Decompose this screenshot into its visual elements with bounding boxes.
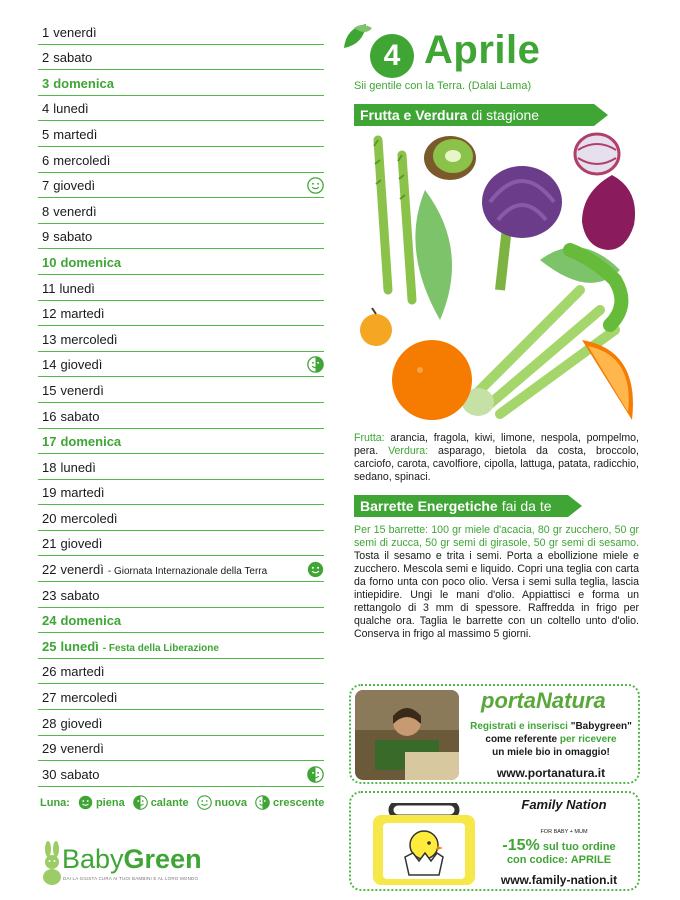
day-number: 21 bbox=[42, 536, 57, 552]
frutta-label: Frutta: bbox=[354, 432, 385, 444]
calendar-day-row bbox=[38, 70, 324, 96]
day-name: venerdì bbox=[60, 741, 104, 757]
day-name: mercoledì bbox=[53, 152, 111, 168]
day-number: 14 bbox=[42, 357, 57, 373]
calendar-day-row bbox=[38, 659, 324, 685]
day-number: 7 bbox=[42, 178, 50, 194]
calendar-day-row bbox=[38, 121, 324, 147]
calendar-day-row bbox=[38, 505, 324, 531]
calendar-day-row bbox=[38, 173, 324, 199]
calendar-day-row bbox=[38, 275, 324, 301]
day-number: 22 bbox=[42, 562, 57, 578]
day-number: 30 bbox=[42, 766, 57, 782]
portanatura-logo: portaNatura bbox=[481, 688, 606, 713]
day-number: 28 bbox=[42, 715, 57, 731]
calendar-day-row bbox=[38, 249, 324, 275]
day-number: 1 bbox=[42, 24, 50, 40]
calendar-day-row bbox=[38, 352, 324, 378]
day-number-badge: 4 bbox=[370, 34, 414, 78]
day-name: sabato bbox=[60, 408, 100, 424]
day-name: martedì bbox=[60, 485, 105, 501]
day-name: mercoledì bbox=[60, 690, 118, 706]
day-name: domenica bbox=[53, 75, 114, 91]
family-nation-ad[interactable] bbox=[349, 791, 640, 891]
legend-waning-label: calante bbox=[150, 796, 189, 809]
day-name: domenica bbox=[60, 254, 122, 270]
family-nation-logo: Family Nation bbox=[521, 797, 607, 812]
day-name: lunedì bbox=[53, 101, 89, 117]
day-name: lunedì bbox=[60, 459, 96, 475]
day-name: martedì bbox=[60, 306, 105, 322]
waning-moon-icon bbox=[133, 795, 148, 810]
day-name: venerdì bbox=[53, 24, 97, 40]
calendar-day-row bbox=[38, 454, 324, 480]
logo-wordmark bbox=[62, 844, 202, 875]
day-name: venerdì bbox=[60, 562, 104, 578]
day-number: 11 bbox=[42, 280, 56, 296]
day-number: 23 bbox=[42, 587, 57, 603]
day-number: 27 bbox=[42, 690, 57, 706]
day-number: 19 bbox=[42, 485, 57, 501]
moon-legend bbox=[40, 795, 326, 810]
family-nation-offer bbox=[479, 839, 639, 867]
day-number: 3 bbox=[42, 75, 50, 91]
ad1-line1-green: Registrati e inserisci bbox=[470, 721, 568, 732]
new-moon-icon bbox=[307, 177, 324, 194]
day-number: 29 bbox=[42, 741, 57, 757]
calendar-day-row bbox=[38, 736, 324, 762]
waning-moon-icon bbox=[307, 766, 324, 783]
day-name: giovedì bbox=[53, 178, 96, 194]
calendar-day-row bbox=[38, 710, 324, 736]
section-title-energy-bars bbox=[354, 495, 568, 517]
waxing-moon-icon bbox=[255, 795, 270, 810]
calendar-day-row bbox=[38, 224, 324, 250]
family-nation-url[interactable]: www.family-nation.it bbox=[500, 873, 618, 887]
day-number: 5 bbox=[42, 126, 50, 142]
day-name: sabato bbox=[53, 229, 93, 245]
day-name: venerdì bbox=[60, 382, 104, 398]
calendar-day-row bbox=[38, 684, 324, 710]
day-name: lunedì bbox=[59, 280, 95, 296]
legend-new-label: nuova bbox=[214, 796, 248, 809]
portanatura-url[interactable]: www.portanatura.it bbox=[496, 766, 606, 780]
calendar-day-row bbox=[38, 531, 324, 557]
day-name: giovedì bbox=[60, 715, 103, 731]
onion-icon bbox=[575, 134, 635, 250]
calendar-day-row bbox=[38, 403, 324, 429]
orange-slice-icon bbox=[582, 340, 633, 420]
calendar-day-row bbox=[38, 556, 324, 582]
chick-lunchbox-icon bbox=[369, 803, 479, 889]
day-event: - Giornata Internazionale della Terra bbox=[108, 566, 267, 577]
day-name: domenica bbox=[60, 613, 122, 629]
seasonal-produce-text bbox=[354, 432, 639, 484]
kiwi-icon bbox=[424, 136, 476, 180]
verdura-label: Verdura: bbox=[388, 445, 429, 457]
discount-code: con codice: APRILE bbox=[506, 854, 612, 866]
section2-title-rest: fai da te bbox=[501, 498, 552, 514]
artichoke-icon bbox=[482, 166, 562, 290]
ad1-line2-green: per ricevere bbox=[557, 734, 617, 745]
day-number: 4 bbox=[42, 101, 50, 117]
day-number: 10 bbox=[42, 254, 57, 270]
discount-text: sul tuo ordine bbox=[539, 841, 616, 853]
section1-title-bold: Frutta e Verdura bbox=[360, 107, 468, 123]
bunny-icon bbox=[40, 840, 64, 886]
loquat-icon bbox=[360, 308, 392, 346]
babygreen-logo bbox=[40, 838, 220, 888]
day-name: martedì bbox=[60, 664, 105, 680]
day-number: 24 bbox=[42, 613, 57, 629]
day-number: 20 bbox=[42, 510, 57, 526]
day-name: sabato bbox=[60, 587, 100, 603]
full-moon-icon bbox=[307, 561, 324, 578]
calendar-day-row bbox=[38, 45, 324, 71]
calendar-day-row bbox=[38, 582, 324, 608]
calendar-day-row bbox=[38, 147, 324, 173]
calendar-list bbox=[38, 19, 324, 787]
calendar-day-row bbox=[38, 429, 324, 455]
calendar-day-row bbox=[38, 198, 324, 224]
day-name: domenica bbox=[60, 434, 122, 450]
new-moon-icon bbox=[197, 795, 212, 810]
logo-green: Green bbox=[123, 844, 202, 874]
calendar-day-row bbox=[38, 761, 324, 787]
day-number: 18 bbox=[42, 459, 57, 475]
orange-icon bbox=[392, 340, 472, 420]
full-moon-icon bbox=[78, 795, 93, 810]
section2-title-bold: Barrette Energetiche bbox=[360, 498, 498, 514]
calendar-day-row bbox=[38, 301, 324, 327]
asparagus-icon bbox=[374, 140, 412, 300]
family-nation-tagline: FOR BABY + MUM bbox=[540, 829, 588, 835]
calendar-day-row bbox=[38, 326, 324, 352]
frutta-text: arancia, fragola, kiwi, limone, nespola, pompelmo, pera. bbox=[354, 432, 639, 457]
day-number: 16 bbox=[42, 408, 57, 424]
ad1-line2-black: come referente bbox=[485, 734, 558, 745]
day-name: sabato bbox=[53, 50, 93, 66]
day-number: 15 bbox=[42, 382, 57, 398]
day-number: 9 bbox=[42, 229, 50, 245]
day-name: giovedì bbox=[60, 357, 103, 373]
legend-full-label: piena bbox=[95, 796, 125, 809]
calendar-day-row bbox=[38, 96, 324, 122]
day-number: 17 bbox=[42, 434, 57, 450]
ad1-line3: un miele bio in omaggio! bbox=[492, 747, 610, 758]
day-number: 12 bbox=[42, 306, 57, 322]
day-number: 25 bbox=[42, 638, 57, 654]
calendar-day-row bbox=[38, 608, 324, 634]
woman-with-vegetables-photo bbox=[355, 690, 459, 780]
recipe-text bbox=[354, 524, 639, 641]
ad1-line1-black: "Babygreen" bbox=[567, 721, 632, 732]
recipe-ingredients: Per 15 barrette: 100 gr miele d'acacia, 80 gr zucchero, 50 gr semi di zucca, 50 gr semi di girasole, 50 gr semi di sesamo. bbox=[354, 524, 639, 549]
vegetables-illustration bbox=[350, 130, 640, 425]
discount-value: -15% bbox=[502, 837, 540, 854]
day-name: martedì bbox=[53, 126, 98, 142]
waxing-moon-icon bbox=[307, 356, 324, 373]
month-quote: Sii gentile con la Terra. (Dalai Lama) bbox=[354, 80, 532, 92]
day-name: mercoledì bbox=[60, 510, 118, 526]
day-name: venerdì bbox=[53, 203, 97, 219]
logo-tagline: DAI LA GIUSTA CURA AI TUOI BAMBINI E AL LORO MONDO bbox=[63, 876, 199, 881]
section1-title-rest: di stagione bbox=[471, 107, 540, 123]
legend-waxing-label: crescente bbox=[273, 796, 325, 809]
calendar-day-row bbox=[38, 19, 324, 45]
day-number: 6 bbox=[42, 152, 50, 168]
logo-baby: Baby bbox=[62, 844, 124, 874]
day-name: mercoledì bbox=[60, 331, 118, 347]
day-number: 13 bbox=[42, 331, 57, 347]
section-title-fruit-veg bbox=[354, 104, 594, 126]
day-number: 8 bbox=[42, 203, 50, 219]
legend-label: Luna: bbox=[40, 796, 70, 809]
portanatura-offer bbox=[463, 720, 639, 759]
day-name: giovedì bbox=[60, 536, 103, 552]
day-event: - Festa della Liberazione bbox=[103, 643, 219, 654]
calendar-day-row bbox=[38, 633, 324, 659]
day-name: sabato bbox=[60, 766, 100, 782]
recipe-method: Tosta il sesamo e trita i semi. Porta a ebollizione miele e zucchero. Mescola semi e liquido. Copri una teglia con carta da forno unta con poco olio. Versa i semi sulla teglia, lascia intiepidire. Ungi le mani d'olio. Appiattisci e forma un rettangolo di 3 mm di spessore. Raffredda in frigo per qualche ora. Taglia le barrette con un coltello unto d'olio. Conserva in frigo al massimo 5 giorni. bbox=[354, 550, 639, 640]
month-title: Aprile bbox=[424, 28, 541, 72]
day-number: 2 bbox=[42, 50, 50, 66]
day-number: 26 bbox=[42, 664, 57, 680]
verdura-text: asparago, bietola da costa, broccolo, carciofo, carota, cavolfiore, cipolla, lattuga, patata, radicchio, sedano, spinaci. bbox=[354, 445, 640, 483]
day-name: lunedì bbox=[60, 638, 99, 654]
calendar-day-row bbox=[38, 480, 324, 506]
portanatura-ad[interactable] bbox=[349, 684, 640, 784]
calendar-day-row bbox=[38, 377, 324, 403]
